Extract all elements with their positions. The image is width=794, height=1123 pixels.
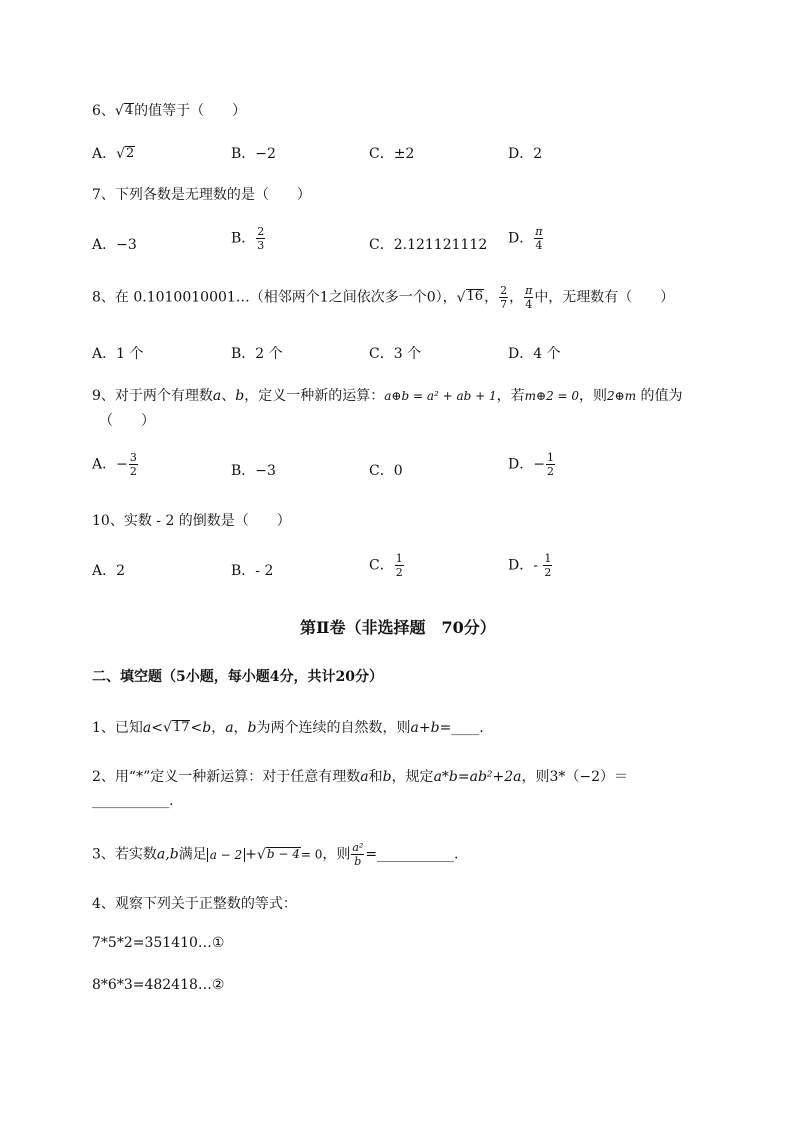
numerator: 2 (257, 225, 265, 238)
fill-2-line-2 (92, 793, 173, 809)
f2-rule: a*b=ab²+2a (433, 769, 522, 785)
numerator: 3 (129, 451, 137, 464)
q6-option-d: D．2 (508, 146, 543, 162)
equals: = (365, 846, 378, 863)
var-b: b (382, 769, 392, 785)
f3-pre: 3、若实数 (92, 846, 157, 863)
answer-blank[interactable]: ____ (451, 720, 480, 736)
sqrt-symbol: √ 16 (456, 289, 484, 306)
f3-radicand: b − 4 (266, 847, 300, 862)
denominator: 2 (395, 566, 403, 579)
separator: ， (233, 720, 248, 736)
fraction (256, 226, 265, 251)
q9-mid4: ，则 (579, 388, 608, 404)
denominator: 2 (129, 465, 137, 478)
denominator: 7 (500, 298, 508, 311)
q7-option-a: A．−3 (92, 237, 137, 253)
fill-4-equation-2: 8*6*3=482418…② (92, 977, 225, 993)
q7-option-b (231, 226, 266, 251)
denominator: 2 (546, 465, 554, 478)
numerator: 1 (395, 552, 403, 565)
fraction (351, 842, 364, 867)
q6-a-label: A． (92, 146, 117, 162)
q9-condition: m⊕2 = 0 (524, 389, 580, 403)
question-9-stem (92, 385, 683, 405)
question-8-stem (92, 285, 674, 310)
f2-rule-post: ，则3*（−2）＝ (521, 769, 629, 785)
period: . (479, 720, 484, 736)
q8-option-c: C．3 个 (369, 346, 422, 362)
fraction (524, 285, 533, 310)
separator: ， (509, 289, 524, 306)
separator: ， (484, 289, 499, 306)
q7-option-c: C．2.121121112 (369, 237, 488, 253)
absolute-value: a − 2 (207, 848, 245, 862)
var-b: b (247, 720, 257, 736)
f1-post: 为两个连续的自然数，则 (256, 720, 411, 736)
q9-target: 2⊕m (607, 389, 637, 403)
less-than: < (190, 720, 203, 736)
q9-option-d (508, 452, 556, 477)
f3-mid: 满足 (178, 846, 207, 863)
fill-2-stem (92, 766, 628, 786)
f1-radicand: 17 (172, 719, 190, 735)
q9-option-a (92, 452, 139, 477)
q10-d-label: D．- (508, 557, 543, 574)
q8-stem-post: 中，无理数有（ ） (534, 289, 675, 306)
var-a: a (212, 388, 222, 404)
period: . (169, 793, 174, 809)
answer-blank[interactable]: ___________ (377, 846, 455, 863)
q6-stem-text: 的值等于（ ） (134, 103, 247, 119)
numerator: π (525, 284, 533, 297)
q10-option-c (369, 553, 405, 578)
f1-pre: 1、已知 (92, 720, 143, 736)
denominator: 2 (544, 566, 552, 579)
numerator: π (535, 225, 543, 238)
fraction (546, 452, 555, 477)
q9-mid5: 的值为 (636, 388, 683, 404)
q8-radicand: 16 (466, 289, 484, 305)
q9-answer-bracket: （ ） (99, 413, 155, 429)
fraction (129, 452, 138, 477)
denominator: b (354, 855, 362, 868)
part-2-title: 第Ⅱ卷（非选择题 70分） (300, 618, 496, 637)
fill-4-equation-1: 7*5*2=351410…① (92, 935, 225, 951)
fill-3-stem (92, 842, 459, 867)
q6-radicand: 4 (124, 102, 134, 118)
q9-formula: a⊕b = a² + ab + 1 (384, 389, 497, 403)
var-b: b (202, 720, 212, 736)
sqrt-symbol: √ 2 (116, 145, 135, 162)
separator: ， (211, 720, 226, 736)
q8-option-b: B．2 个 (231, 346, 283, 362)
section-2-heading: 二、填空题（5小题，每小题4分，共计20分） (92, 669, 383, 685)
q6-option-a (92, 143, 135, 163)
f3-post: ，则 (322, 846, 351, 863)
q7-option-d (508, 226, 544, 251)
var-a: a (225, 720, 234, 736)
q8-stem-pre: 8、在 0.1010010001…（相邻两个1之间依次多一个0）， (92, 289, 457, 306)
denominator: 4 (535, 239, 543, 252)
q7-b-label: B． (231, 230, 256, 247)
q9-mid3: ，若 (496, 388, 525, 404)
answer-blank[interactable]: ___________ (92, 793, 169, 809)
q8-option-d: D．4 个 (508, 346, 561, 362)
q6-option-b: B．−2 (231, 146, 276, 162)
q6-a-radicand: 2 (126, 145, 135, 161)
f2-and: 和 (368, 769, 383, 785)
fraction (499, 285, 508, 310)
denominator: 4 (525, 298, 533, 311)
var-a: a (142, 720, 152, 736)
fill-4-stem: 4、观察下列关于正整数的等式： (92, 896, 297, 912)
q9-mid1: 、 (221, 388, 236, 404)
q7-d-label: D． (508, 230, 534, 247)
var-b: b (235, 388, 245, 404)
f3-vars: a,b (156, 846, 179, 863)
sqrt-symbol: √ b − 4 (256, 846, 300, 863)
q10-option-a: A．2 (92, 563, 126, 579)
f2-text: 2、用“*”定义一种新运算：对于任意有理数 (92, 769, 361, 785)
question-7-stem: 7、下列各数是无理数的是（ ） (92, 187, 311, 203)
q8-option-a: A．1 个 (92, 346, 144, 362)
fill-1-stem (92, 717, 484, 737)
q9-d-label: D．− (508, 456, 545, 473)
q9-option-b: B．−3 (231, 463, 276, 479)
q9-a-label: A．− (92, 456, 128, 473)
period: . (454, 846, 459, 863)
question-10-stem: 10、实数 - 2 的倒数是（ ） (92, 513, 291, 529)
q9-mid2: ，定义一种新的运算： (244, 388, 385, 404)
fraction (534, 226, 543, 251)
q10-option-d (508, 553, 553, 578)
less-than: < (151, 720, 164, 736)
q6-number: 6、 (92, 103, 115, 119)
fraction (395, 553, 404, 578)
question-6-stem (92, 100, 246, 120)
plus: + (245, 846, 257, 863)
var-a: a (360, 769, 369, 785)
sqrt-symbol: √ 4 (114, 102, 134, 119)
q9-option-c: C．0 (369, 463, 403, 479)
equals-zero: = 0 (300, 847, 323, 862)
equals: = (439, 720, 452, 736)
numerator: a² (352, 841, 364, 854)
numerator: 1 (546, 451, 554, 464)
numerator: 1 (544, 552, 552, 565)
q9-stem-pre: 9、对于两个有理数 (92, 388, 213, 404)
q6-option-c: C．±2 (369, 146, 415, 162)
f2-rule-pre: ，规定 (391, 769, 434, 785)
fraction (543, 553, 552, 578)
denominator: 3 (257, 239, 265, 252)
sqrt-symbol: √ 17 (163, 719, 190, 736)
q10-c-label: C． (369, 557, 394, 574)
f1-expression: a+b (410, 720, 440, 736)
numerator: 2 (500, 284, 508, 297)
q10-option-b: B．- 2 (231, 563, 274, 579)
